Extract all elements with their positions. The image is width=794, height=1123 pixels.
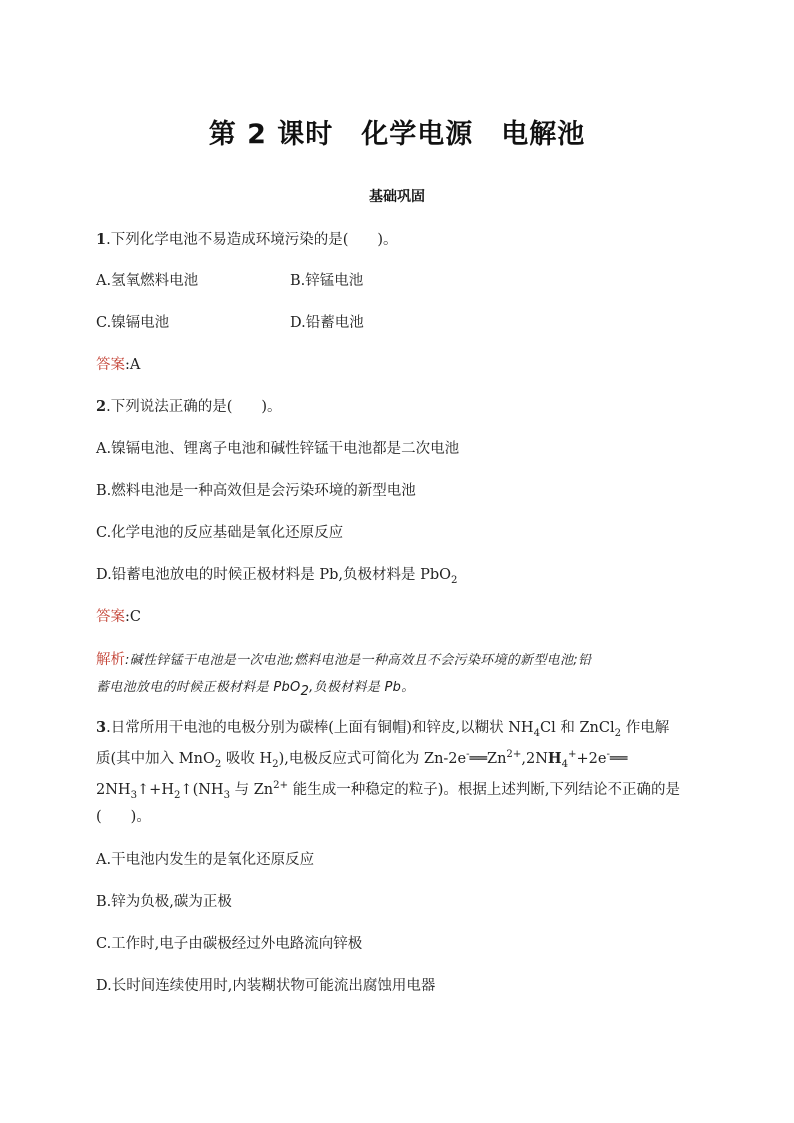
answer-value: :A <box>125 357 141 373</box>
explanation-text: :碱性锌锰干电池是一次电池;燃料电池是一种高效且不会污染环境的新型电池;铅 <box>125 653 592 668</box>
question-text: ↑(NH <box>180 782 224 798</box>
question-text: 能生成一种稳定的粒子)。根据上述判断,下列结论不正确的是 <box>288 782 680 798</box>
subscript: 2 <box>173 789 181 801</box>
question-2-option-c: C.化学电池的反应基础是氧化还原反应 <box>96 525 344 541</box>
question-1-option-d: D.铅蓄电池 <box>290 315 364 331</box>
question-3-stem-line-1 <box>96 718 669 738</box>
question-text: .下列说法正确的是( )。 <box>106 399 282 415</box>
question-3-option-a: A.干电池内发生的是氧化还原反应 <box>96 852 315 868</box>
subscript: 2 <box>300 683 310 699</box>
question-1-option-a: A.氢氧燃料电池 <box>96 273 199 289</box>
explanation-text: 蓄电池放电的时候正极材料是 PbO <box>96 680 301 695</box>
answer-value: :C <box>125 609 141 625</box>
question-text: H <box>547 750 562 767</box>
superscript: - <box>606 749 610 761</box>
question-3-option-d: D.长时间连续使用时,内装糊状物可能流出腐蚀用电器 <box>96 978 436 994</box>
question-1-answer <box>96 355 140 375</box>
explanation-text: ,负极材料是 Pb。 <box>309 680 415 695</box>
subscript: 3 <box>130 789 138 801</box>
subscript: 2 <box>214 758 222 770</box>
question-text: .下列化学电池不易造成环境污染的是( )。 <box>106 232 398 248</box>
option-text: D.铅蓄电池放电的时候正极材料是 Pb,负极材料是 PbO <box>96 567 452 583</box>
question-1-stem <box>96 230 398 250</box>
question-2-explanation-line-1 <box>96 650 591 671</box>
answer-label: 答案 <box>96 609 125 625</box>
answer-label: 答案 <box>96 357 125 373</box>
question-text: .日常所用干电池的电极分别为碳棒(上面有铜帽)和锌皮,以糊状 NH <box>106 720 534 736</box>
question-2-stem <box>96 397 282 417</box>
question-3-stem-line-2 <box>96 749 627 769</box>
question-text: 2NH <box>96 782 131 798</box>
question-2-explanation-line-2 <box>96 677 415 698</box>
page-title: 第 2 课时 化学电源 电解池 <box>208 119 586 150</box>
subscript: 4 <box>561 758 569 770</box>
subscript: 4 <box>533 727 541 739</box>
question-text: 与 Zn <box>230 782 274 798</box>
question-2-option-a: A.镍镉电池、锂离子电池和碱性锌锰干电池都是二次电池 <box>96 441 460 457</box>
superscript: + <box>568 749 577 761</box>
question-2-option-b: B.燃料电池是一种高效但是会污染环境的新型电池 <box>96 483 416 499</box>
question-1-option-c: C.镍镉电池 <box>96 315 170 331</box>
question-text: ══Zn <box>469 751 507 767</box>
question-text: 吸收 H <box>221 751 273 767</box>
question-number: 3 <box>96 719 107 736</box>
question-text: ══ <box>609 751 628 767</box>
question-number: 1 <box>96 231 107 248</box>
superscript: 2+ <box>273 780 289 792</box>
subscript: 2 <box>614 727 622 739</box>
question-3-option-b: B.锌为负极,碳为正极 <box>96 894 232 910</box>
question-2-answer <box>96 607 141 627</box>
superscript: - <box>466 749 470 761</box>
question-text: ),电极反应式可简化为 Zn-2e <box>278 751 467 767</box>
question-text: 质(其中加入 MnO <box>96 751 215 767</box>
question-text: ,2N <box>521 751 548 767</box>
subscript: 2 <box>451 574 458 586</box>
question-3-stem-line-4: ( )。 <box>96 809 151 825</box>
explanation-label: 解析 <box>96 652 125 668</box>
question-text: +2e <box>576 751 607 767</box>
subscript: 3 <box>223 789 231 801</box>
question-text: 作电解 <box>621 720 670 736</box>
question-1-option-b: B.锌锰电池 <box>290 273 364 289</box>
superscript: 2+ <box>506 749 522 761</box>
section-heading: 基础巩固 <box>369 189 425 205</box>
question-text: Cl 和 ZnCl <box>540 720 615 736</box>
question-3-option-c: C.工作时,电子由碳极经过外电路流向锌极 <box>96 936 363 952</box>
question-text: ↑+H <box>137 782 174 798</box>
question-2-option-d <box>96 565 457 585</box>
question-3-stem-line-3 <box>96 780 680 800</box>
subscript: 2 <box>272 758 279 770</box>
question-number: 2 <box>96 398 107 415</box>
